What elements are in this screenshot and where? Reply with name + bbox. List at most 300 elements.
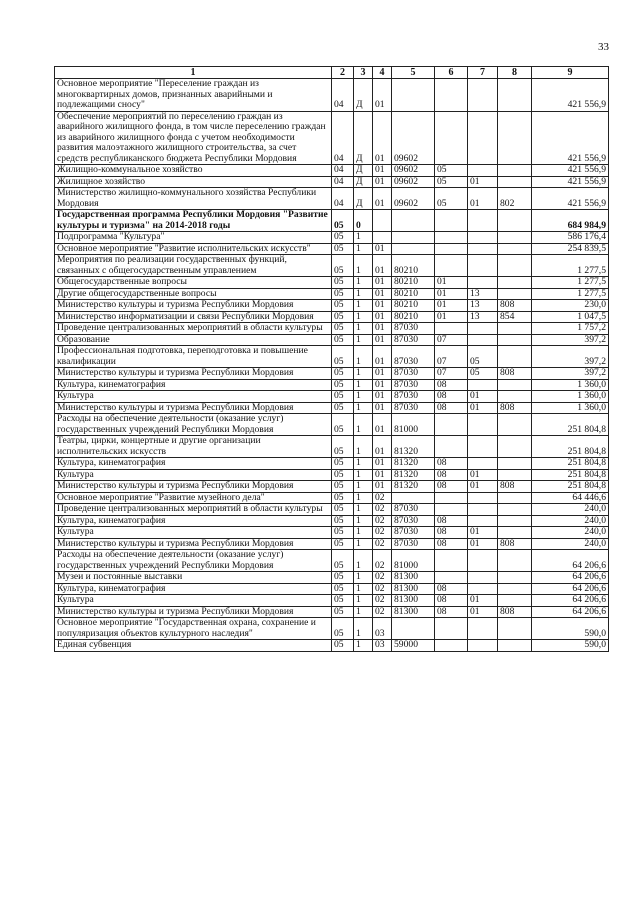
row-code: 1 <box>354 504 373 516</box>
row-description: Министерство культуры и туризма Республики Мордовия <box>55 368 332 380</box>
row-code: 01 <box>468 538 498 550</box>
row-code: 808 <box>498 300 532 312</box>
row-code: 08 <box>435 469 468 481</box>
table-row <box>55 414 609 436</box>
row-code <box>435 504 468 516</box>
row-code: 01 <box>435 300 468 312</box>
row-code: 808 <box>498 538 532 550</box>
row-code <box>498 379 532 391</box>
row-code: 05 <box>332 550 354 572</box>
row-code <box>373 232 392 244</box>
row-code <box>392 492 435 504</box>
row-code <box>468 504 498 516</box>
row-code: 13 <box>468 300 498 312</box>
row-code <box>468 492 498 504</box>
row-description: Основное мероприятие "Развитие музейного дела" <box>55 492 332 504</box>
row-code <box>468 572 498 584</box>
row-description: Мероприятия по реализации государственных функций, связанных с общегосударственным управлением <box>55 255 332 277</box>
row-code: 1 <box>354 469 373 481</box>
budget-table <box>54 66 609 652</box>
row-code: 02 <box>373 527 392 539</box>
row-code <box>468 334 498 346</box>
row-code <box>498 277 532 289</box>
row-code: 1 <box>354 414 373 436</box>
table-row <box>55 288 609 300</box>
row-code: 808 <box>498 606 532 618</box>
row-code: 808 <box>498 481 532 493</box>
row-description: Жилищное хозяйство <box>55 176 332 188</box>
row-code: 08 <box>435 527 468 539</box>
table-row <box>55 243 609 255</box>
row-code: 05 <box>468 346 498 368</box>
row-code <box>435 323 468 335</box>
row-code <box>435 492 468 504</box>
row-code <box>373 210 392 232</box>
row-code <box>498 323 532 335</box>
table-row <box>55 481 609 493</box>
row-code <box>498 288 532 300</box>
row-code: 01 <box>468 606 498 618</box>
row-code: 01 <box>468 527 498 539</box>
table-row <box>55 255 609 277</box>
row-code: 1 <box>354 606 373 618</box>
row-description: Министерство культуры и туризма Республики Мордовия <box>55 606 332 618</box>
row-code: 02 <box>373 515 392 527</box>
row-amount: 230,0 <box>532 300 609 312</box>
row-code: 81300 <box>392 595 435 607</box>
row-code: 808 <box>498 368 532 380</box>
row-code: 08 <box>435 458 468 470</box>
row-description: Музеи и постоянные выставки <box>55 572 332 584</box>
row-code: 08 <box>435 402 468 414</box>
row-code <box>498 550 532 572</box>
row-code: 01 <box>468 391 498 403</box>
column-header: 4 <box>373 67 392 79</box>
table-row <box>55 640 609 652</box>
table-row <box>55 458 609 470</box>
row-code: 05 <box>435 176 468 188</box>
row-code <box>498 640 532 652</box>
table-row <box>55 323 609 335</box>
row-code <box>498 515 532 527</box>
row-code: 05 <box>332 232 354 244</box>
row-code: 80210 <box>392 255 435 277</box>
row-description: Министерство культуры и туризма Республики Мордовия <box>55 300 332 312</box>
row-code <box>435 414 468 436</box>
row-code: 808 <box>498 402 532 414</box>
row-code <box>498 210 532 232</box>
table-row <box>55 436 609 458</box>
table-header-row <box>55 67 609 79</box>
row-code: 05 <box>332 583 354 595</box>
row-code <box>435 243 468 255</box>
row-code <box>498 334 532 346</box>
row-code: 05 <box>332 346 354 368</box>
row-code: 02 <box>373 606 392 618</box>
row-code: 08 <box>435 606 468 618</box>
row-code <box>392 79 435 112</box>
row-code: 87030 <box>392 368 435 380</box>
row-code: 87030 <box>392 346 435 368</box>
row-code: 05 <box>332 458 354 470</box>
row-code: 1 <box>354 255 373 277</box>
row-code <box>392 243 435 255</box>
row-code: 05 <box>332 515 354 527</box>
row-amount: 1 360,0 <box>532 379 609 391</box>
table-row <box>55 277 609 289</box>
row-code: 05 <box>332 436 354 458</box>
row-code: 01 <box>373 481 392 493</box>
row-code: 05 <box>332 492 354 504</box>
row-description: Культура <box>55 527 332 539</box>
row-code: 08 <box>435 379 468 391</box>
row-amount: 64 206,6 <box>532 595 609 607</box>
row-code: 01 <box>373 334 392 346</box>
row-code: 1 <box>354 492 373 504</box>
row-code <box>498 255 532 277</box>
row-code: 1 <box>354 583 373 595</box>
table-row <box>55 188 609 210</box>
row-description: Культура, кинематография <box>55 379 332 391</box>
row-code: 02 <box>373 492 392 504</box>
row-code: 59000 <box>392 640 435 652</box>
row-code <box>468 277 498 289</box>
row-code: 05 <box>332 538 354 550</box>
row-description: Основное мероприятие "Переселение граждан из многоквартирных домов, признанных аварийными и подлежащими сносу" <box>55 79 332 112</box>
row-code: 01 <box>373 277 392 289</box>
row-code: 81300 <box>392 606 435 618</box>
row-amount: 1 360,0 <box>532 402 609 414</box>
row-code: 01 <box>373 402 392 414</box>
row-description: Министерство культуры и туризма Республики Мордовия <box>55 402 332 414</box>
row-code <box>435 255 468 277</box>
row-code: 01 <box>373 368 392 380</box>
row-code: 05 <box>468 368 498 380</box>
row-description: Министерство культуры и туризма Республики Мордовия <box>55 481 332 493</box>
row-code <box>468 255 498 277</box>
row-code: 09602 <box>392 188 435 210</box>
table-row <box>55 379 609 391</box>
row-code: 81000 <box>392 550 435 572</box>
column-header: 8 <box>498 67 532 79</box>
row-code: 1 <box>354 379 373 391</box>
row-code: 1 <box>354 538 373 550</box>
row-amount: 64 206,6 <box>532 550 609 572</box>
table-row <box>55 572 609 584</box>
row-amount: 590,0 <box>532 618 609 640</box>
row-code <box>468 550 498 572</box>
row-code: 01 <box>373 436 392 458</box>
column-header: 5 <box>392 67 435 79</box>
row-code <box>468 323 498 335</box>
column-header: 1 <box>55 67 332 79</box>
table-row <box>55 595 609 607</box>
row-amount: 64 206,6 <box>532 583 609 595</box>
table-row <box>55 79 609 112</box>
row-amount: 240,0 <box>532 527 609 539</box>
row-code: 08 <box>435 391 468 403</box>
row-code: 05 <box>332 368 354 380</box>
row-code: 01 <box>373 311 392 323</box>
row-code: 01 <box>373 300 392 312</box>
row-code: 1 <box>354 640 373 652</box>
table-row <box>55 583 609 595</box>
row-amount: 64 206,6 <box>532 606 609 618</box>
row-code: 1 <box>354 436 373 458</box>
row-code <box>498 504 532 516</box>
row-code: 02 <box>373 538 392 550</box>
row-code: 01 <box>468 469 498 481</box>
row-description: Театры, цирки, концертные и другие организации исполнительских искусств <box>55 436 332 458</box>
row-code: 1 <box>354 527 373 539</box>
row-code <box>498 618 532 640</box>
row-description: Культура, кинематография <box>55 515 332 527</box>
row-code <box>498 391 532 403</box>
row-code: 01 <box>373 165 392 177</box>
row-code <box>498 458 532 470</box>
row-description: Основное мероприятие "Государственная охрана, сохранение и популяризация объектов культурного наследия" <box>55 618 332 640</box>
row-code <box>498 436 532 458</box>
row-amount: 251 804,8 <box>532 414 609 436</box>
row-code: 05 <box>332 288 354 300</box>
row-code: 81320 <box>392 469 435 481</box>
row-code: 1 <box>354 481 373 493</box>
row-code: Д <box>354 188 373 210</box>
row-amount: 421 556,9 <box>532 79 609 112</box>
row-code <box>435 572 468 584</box>
row-code: 05 <box>435 165 468 177</box>
row-code: 1 <box>354 311 373 323</box>
row-code <box>498 414 532 436</box>
row-code: 07 <box>435 334 468 346</box>
row-code: 08 <box>435 595 468 607</box>
row-description: Общегосударственные вопросы <box>55 277 332 289</box>
column-header: 9 <box>532 67 609 79</box>
row-code <box>468 379 498 391</box>
row-code <box>435 79 468 112</box>
row-code: 05 <box>332 595 354 607</box>
row-code: 87030 <box>392 504 435 516</box>
table-row <box>55 210 609 232</box>
table-row <box>55 402 609 414</box>
row-description: Культура, кинематография <box>55 458 332 470</box>
table-row <box>55 538 609 550</box>
row-code: 80210 <box>392 300 435 312</box>
row-code: 03 <box>373 618 392 640</box>
row-code <box>498 469 532 481</box>
row-description: Профессиональная подготовка, переподготовка и повышение квалификации <box>55 346 332 368</box>
row-code: 1 <box>354 515 373 527</box>
row-amount: 421 556,9 <box>532 188 609 210</box>
row-code: 09602 <box>392 176 435 188</box>
row-code: 01 <box>373 346 392 368</box>
row-description: Единая субвенция <box>55 640 332 652</box>
row-description: Министерство жилищно-коммунального хозяйства Республики Мордовия <box>55 188 332 210</box>
row-amount: 1 757,2 <box>532 323 609 335</box>
row-code: 02 <box>373 550 392 572</box>
row-code <box>468 165 498 177</box>
row-code: 1 <box>354 391 373 403</box>
row-description: Министерство культуры и туризма Республики Мордовия <box>55 538 332 550</box>
row-amount: 251 804,8 <box>532 458 609 470</box>
row-code: 05 <box>332 414 354 436</box>
row-code: 08 <box>435 515 468 527</box>
row-code: Д <box>354 111 373 165</box>
row-code: Д <box>354 165 373 177</box>
table-row <box>55 232 609 244</box>
row-description: Проведение централизованных мероприятий в области культуры <box>55 504 332 516</box>
row-code: 05 <box>332 402 354 414</box>
table-row <box>55 111 609 165</box>
row-code: 05 <box>332 640 354 652</box>
row-code: 05 <box>332 311 354 323</box>
row-code <box>498 583 532 595</box>
row-amount: 397,2 <box>532 368 609 380</box>
table-row <box>55 527 609 539</box>
row-amount: 254 839,5 <box>532 243 609 255</box>
row-code: 802 <box>498 188 532 210</box>
row-code: 87030 <box>392 527 435 539</box>
row-code: 01 <box>373 288 392 300</box>
row-code: 05 <box>332 391 354 403</box>
table-row <box>55 550 609 572</box>
row-amount: 1 277,5 <box>532 255 609 277</box>
page-number: 33 <box>598 41 609 53</box>
row-code: 02 <box>373 504 392 516</box>
row-code: 05 <box>332 469 354 481</box>
row-code: 1 <box>354 277 373 289</box>
table-row <box>55 346 609 368</box>
row-amount: 421 556,9 <box>532 111 609 165</box>
row-code: 07 <box>435 346 468 368</box>
row-code: 1 <box>354 243 373 255</box>
row-code: 1 <box>354 300 373 312</box>
row-code: 08 <box>435 481 468 493</box>
row-code <box>498 346 532 368</box>
table-body <box>55 79 609 652</box>
row-code: 04 <box>332 79 354 112</box>
row-code: 01 <box>373 79 392 112</box>
row-code: 01 <box>373 379 392 391</box>
row-code: 1 <box>354 334 373 346</box>
row-code: 81320 <box>392 436 435 458</box>
row-code <box>498 527 532 539</box>
row-code: 81300 <box>392 583 435 595</box>
row-amount: 1 360,0 <box>532 391 609 403</box>
row-code <box>435 618 468 640</box>
row-code <box>498 111 532 165</box>
row-code: 01 <box>468 481 498 493</box>
row-code: 05 <box>332 277 354 289</box>
row-code <box>435 550 468 572</box>
row-amount: 64 446,6 <box>532 492 609 504</box>
row-description: Обеспечение мероприятий по переселению граждан из аварийного жилищного фонда, в том числе переселению граждан из аварийного жилищного фонда с учетом необходимости развития малоэтажного жилищного строительства, за счет средств республиканского бюджета Республики Мордовия <box>55 111 332 165</box>
row-code: 09602 <box>392 165 435 177</box>
row-code: 05 <box>332 323 354 335</box>
row-code: 02 <box>373 595 392 607</box>
row-code: 1 <box>354 618 373 640</box>
row-code: 80210 <box>392 288 435 300</box>
row-code: 05 <box>332 606 354 618</box>
row-code: 1 <box>354 368 373 380</box>
row-code: 1 <box>354 346 373 368</box>
row-amount: 1 277,5 <box>532 288 609 300</box>
column-header: 7 <box>468 67 498 79</box>
row-code <box>435 210 468 232</box>
table-row <box>55 469 609 481</box>
row-code: 81300 <box>392 572 435 584</box>
row-code <box>392 232 435 244</box>
row-code: 05 <box>332 300 354 312</box>
row-code: 1 <box>354 232 373 244</box>
row-code: 09602 <box>392 111 435 165</box>
row-code: 02 <box>373 572 392 584</box>
row-description: Жилищно-коммунальное хозяйство <box>55 165 332 177</box>
row-code: 01 <box>373 255 392 277</box>
row-amount: 64 206,6 <box>532 572 609 584</box>
column-header: 2 <box>332 67 354 79</box>
row-code <box>498 572 532 584</box>
row-amount: 421 556,9 <box>532 176 609 188</box>
row-code: 1 <box>354 595 373 607</box>
row-code: 05 <box>332 379 354 391</box>
column-header: 6 <box>435 67 468 79</box>
row-amount: 251 804,8 <box>532 469 609 481</box>
row-description: Культура <box>55 391 332 403</box>
row-code: 04 <box>332 188 354 210</box>
row-code: 854 <box>498 311 532 323</box>
row-code <box>468 436 498 458</box>
row-code <box>392 210 435 232</box>
row-amount: 397,2 <box>532 334 609 346</box>
row-description: Культура, кинематография <box>55 583 332 595</box>
row-code <box>435 436 468 458</box>
row-description: Культура <box>55 595 332 607</box>
row-code <box>468 458 498 470</box>
row-code: 07 <box>435 368 468 380</box>
row-code <box>435 232 468 244</box>
row-code: 05 <box>332 210 354 232</box>
row-description: Министерство информатизации и связи Республики Мордовия <box>55 311 332 323</box>
table-row <box>55 504 609 516</box>
row-code: 05 <box>332 572 354 584</box>
table-row <box>55 334 609 346</box>
row-amount: 240,0 <box>532 515 609 527</box>
row-code: 13 <box>468 311 498 323</box>
row-code <box>498 232 532 244</box>
row-code: 05 <box>332 504 354 516</box>
row-code: 1 <box>354 402 373 414</box>
row-code: 04 <box>332 165 354 177</box>
row-code: 01 <box>373 323 392 335</box>
row-code <box>468 618 498 640</box>
row-code <box>468 79 498 112</box>
row-code <box>498 492 532 504</box>
row-code: 05 <box>332 334 354 346</box>
row-code <box>468 243 498 255</box>
row-description: Подпрограмма "Культура" <box>55 232 332 244</box>
row-code: 05 <box>435 188 468 210</box>
table-row <box>55 176 609 188</box>
row-amount: 240,0 <box>532 504 609 516</box>
row-code: 81320 <box>392 481 435 493</box>
row-code: 01 <box>373 188 392 210</box>
row-code <box>468 210 498 232</box>
row-code <box>468 414 498 436</box>
row-code <box>468 640 498 652</box>
row-code: 81000 <box>392 414 435 436</box>
row-code: 87030 <box>392 334 435 346</box>
